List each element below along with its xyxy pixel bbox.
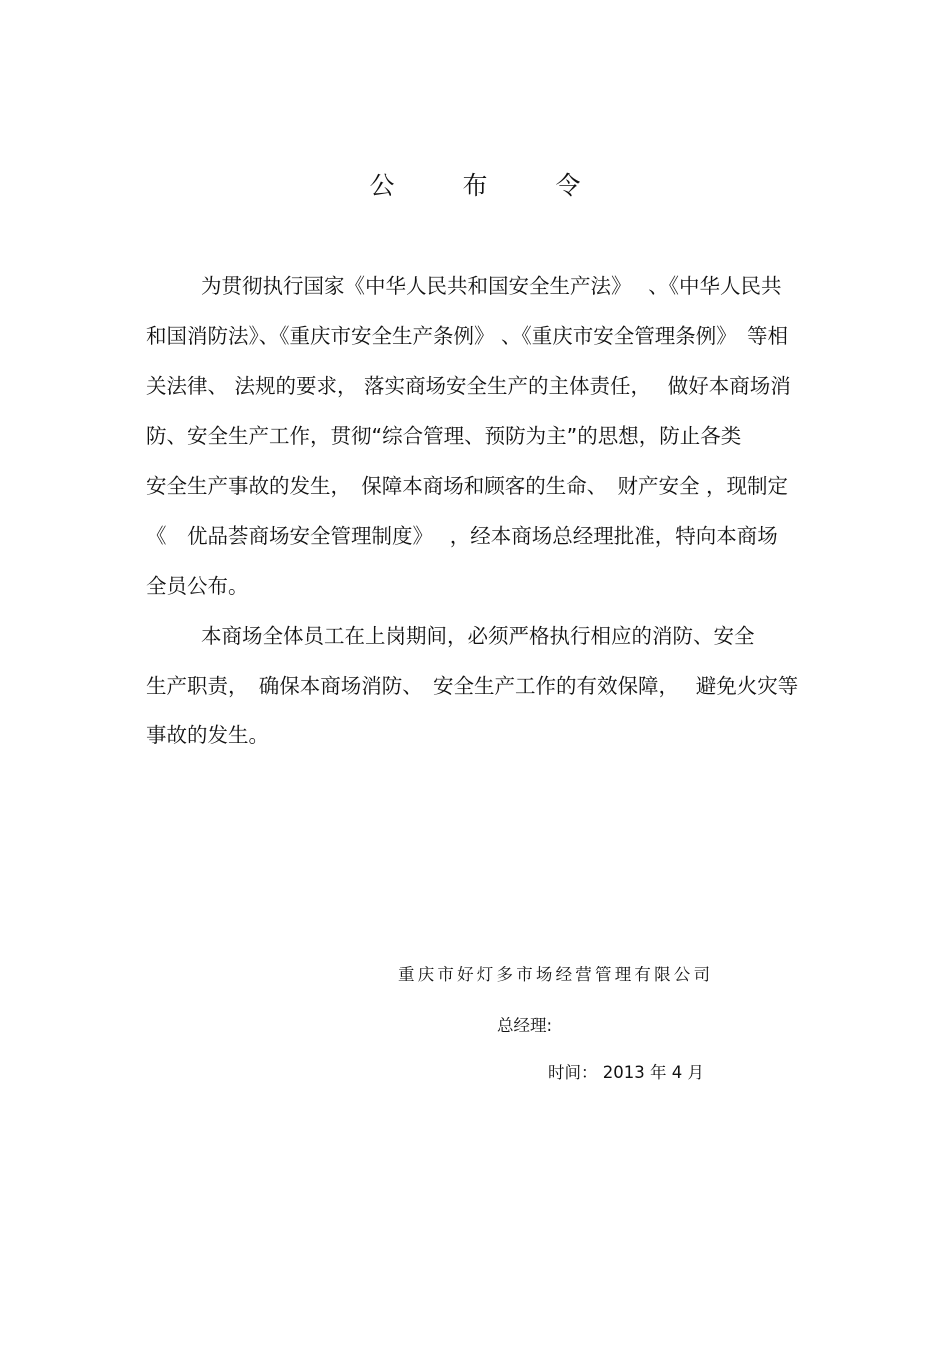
- paragraph-1-line: 为贯彻执行国家《中华人民共和国安全生产法》 、《中华人民共: [201, 274, 782, 298]
- paragraph-1-line: 全员公布。: [146, 574, 249, 598]
- paragraph-2-line: 事故的发生。: [146, 723, 269, 747]
- paragraph-1-line: 安全生产事故的发生， 保障本商场和顾客的生命、 财产安全 ，现制定: [146, 474, 789, 498]
- paragraph-1-line: 防、安全生产工作，贯彻“综合管理、预防为主”的思想，防止各类: [146, 424, 742, 448]
- issue-date: 时间： 2013 年 4 月: [548, 1063, 704, 1082]
- paragraph-2-line: 本商场全体员工在上岗期间，必须严格执行相应的消防、安全: [201, 624, 755, 648]
- document-title: 公 布 令: [369, 171, 611, 200]
- company-name: 重庆市好灯多市场经营管理有限公司: [398, 965, 714, 984]
- paragraph-1-line: 和国消防法》、《重庆市安全生产条例》 、《重庆市安全管理条例》 等相: [146, 324, 789, 348]
- general-manager-label: 总经理:: [497, 1016, 553, 1035]
- paragraph-2-line: 生产职责， 确保本商场消防、 安全生产工作的有效保障， 避免火灾等: [146, 674, 799, 698]
- paragraph-1-line: 《 优品荟商场安全管理制度》 ，经本商场总经理批准，特向本商场: [146, 524, 778, 548]
- paragraph-1-line: 关法律、 法规的要求， 落实商场安全生产的主体责任， 做好本商场消: [146, 374, 791, 398]
